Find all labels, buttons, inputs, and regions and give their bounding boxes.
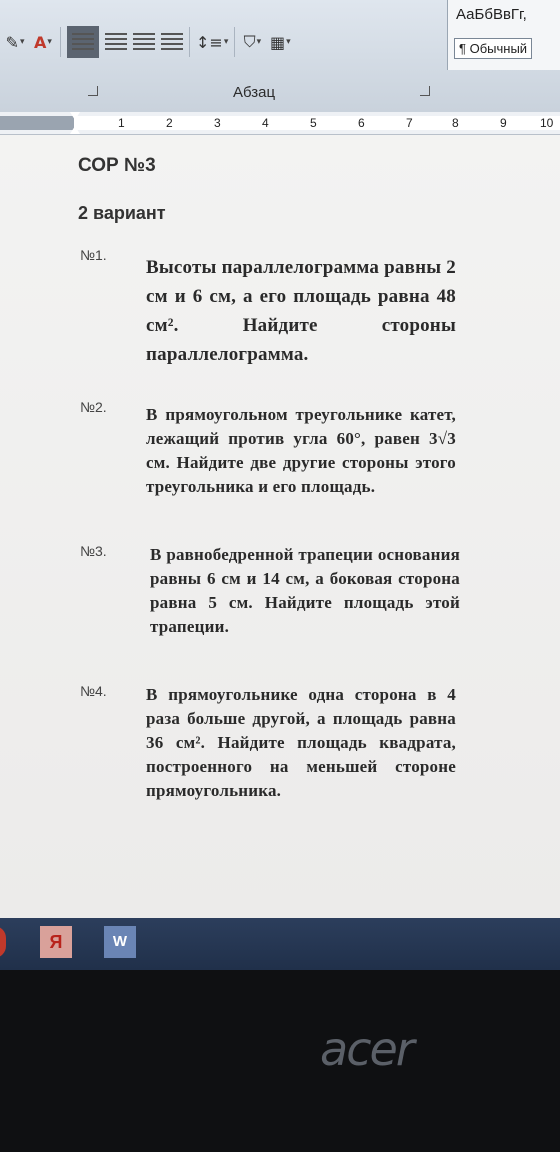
ruler-tick: 4 — [262, 116, 269, 130]
font-dialog-launcher-icon[interactable] — [88, 86, 98, 96]
task-number: №1. — [80, 247, 107, 263]
monitor-brand-logo: acer — [320, 1022, 413, 1076]
word-app-icon[interactable]: W — [104, 926, 136, 958]
document-page[interactable] — [0, 135, 560, 918]
line-spacing-button[interactable]: ↕≡ ▾ — [196, 32, 229, 52]
borders-button[interactable]: ▦ ▾ — [270, 32, 291, 52]
borders-icon: ▦ — [270, 32, 286, 52]
app-edge-icon[interactable] — [0, 926, 6, 958]
task-text: В прямоугольнике одна сторона в 4 раза больше другой, а площадь равна 36 см². Найдите площадь квадрата, построенного на меньшей стороне прямоугольника. — [146, 685, 456, 800]
horizontal-ruler[interactable] — [0, 112, 560, 135]
task-number: №3. — [80, 543, 107, 559]
paragraph-group-label: Абзац — [233, 84, 276, 101]
highlight-icon[interactable]: ✎ ▾ — [5, 32, 25, 52]
task-number: №4. — [80, 683, 107, 699]
ribbon — [0, 0, 560, 113]
paragraph-dialog-launcher-icon[interactable] — [420, 86, 430, 96]
indent-marker-icon[interactable] — [70, 112, 80, 134]
ruler-tick: 5 — [310, 116, 317, 130]
ruler-margin — [0, 116, 74, 130]
taskbar — [0, 918, 560, 970]
align-center-icon — [105, 33, 127, 51]
separator — [234, 27, 235, 57]
style-normal[interactable]: ¶ Обычный — [454, 38, 532, 59]
align-left-icon — [72, 33, 94, 51]
paragraph-toolbar — [0, 22, 449, 62]
ruler-tick: 10 — [540, 116, 554, 130]
justify-icon — [161, 33, 183, 51]
ruler-tick: 7 — [406, 116, 413, 130]
ruler-tick: 3 — [214, 116, 221, 130]
ruler-tick: 9 — [500, 116, 507, 130]
ruler-tick: 6 — [358, 116, 365, 130]
align-center-button[interactable] — [105, 29, 127, 55]
paint-bucket-icon: ⛉ — [243, 32, 256, 51]
ruler-tick: 2 — [166, 116, 173, 130]
font-color-letter: A — [34, 32, 47, 52]
line-spacing-icon: ↕≡ — [196, 32, 223, 52]
task-text: Высоты параллелограмма равны 2 см и 6 см, а его площадь равна 48 см². Найдите стороны параллелограмма. — [146, 257, 456, 365]
task-text: В равнобедренной трапеции основания равны 6 см и 14 см, а боковая сторона равна 5 см. Найдите площадь этой трапеции. — [150, 545, 460, 636]
ruler-tick: 1 — [118, 116, 125, 130]
separator — [60, 27, 61, 57]
ruler-track — [74, 116, 560, 130]
font-color-button[interactable]: A ▾ — [34, 32, 52, 52]
align-right-icon — [133, 33, 155, 51]
task-number: №2. — [80, 399, 107, 415]
task-text: В прямоугольном треугольнике катет, лежащий против угла 60°, равен 3√3 см. Найдите две другие стороны этого треугольника и его площадь. — [146, 405, 456, 496]
align-left-button[interactable] — [67, 26, 99, 58]
variant-heading: 2 вариант — [78, 203, 166, 223]
yandex-browser-icon[interactable]: Я — [40, 926, 72, 958]
ruler-tick: 8 — [452, 116, 459, 130]
align-right-button[interactable] — [133, 29, 155, 55]
separator — [189, 27, 190, 57]
document-title: СОР №3 — [78, 155, 156, 176]
styles-gallery — [447, 0, 560, 70]
justify-button[interactable] — [161, 29, 183, 55]
style-heading-preview[interactable]: АаБбВвГг, — [456, 6, 527, 23]
shading-button[interactable]: ⛉ ▾ — [243, 32, 262, 51]
